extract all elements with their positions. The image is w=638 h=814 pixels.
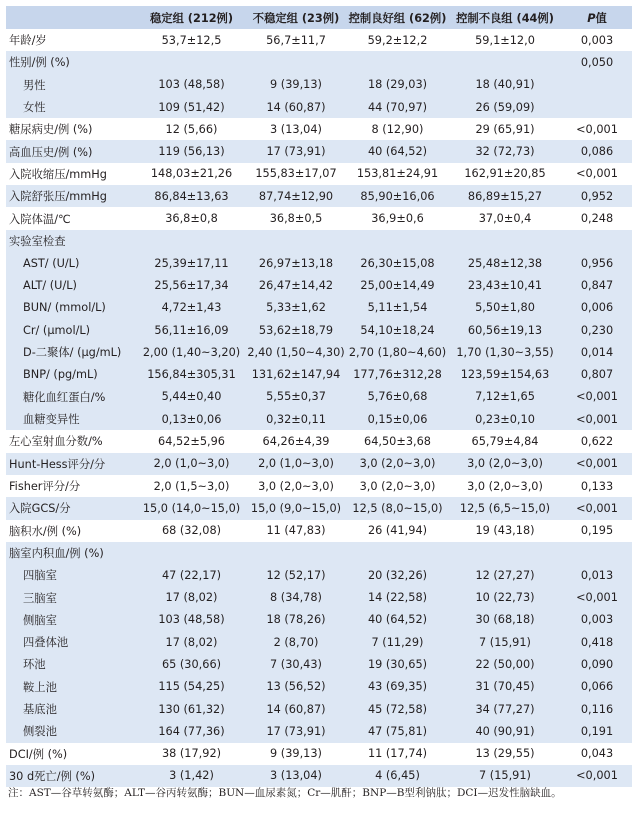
- cell-unstable: 26,47±14,42: [258, 278, 334, 292]
- cell-well-controlled: 11 (17,74): [367, 747, 428, 761]
- row-label: 入院舒张压/mmHg: [9, 190, 107, 204]
- cell-stable: 115 (54,25): [158, 680, 225, 694]
- cell-poorly-controlled: 7,12±1,65: [475, 390, 535, 404]
- cell-p-value: <0,001: [576, 390, 618, 404]
- cell-p-value: <0,001: [576, 501, 618, 515]
- cell-stable: 12 (5,66): [165, 122, 218, 136]
- cell-p-value: 0,195: [580, 524, 614, 538]
- cell-unstable: 53,62±18,79: [258, 323, 334, 337]
- cell-poorly-controlled: 162,91±20,85: [464, 167, 546, 181]
- table-row: [6, 140, 632, 162]
- cell-well-controlled: 0,15±0,06: [367, 412, 428, 426]
- cell-poorly-controlled: 7 (15,91): [479, 635, 531, 649]
- table-row: [6, 319, 632, 341]
- cell-unstable: 36,8±0,5: [269, 212, 323, 226]
- table-row: [6, 453, 632, 475]
- table-row: [6, 96, 632, 118]
- cell-unstable: 155,83±17,07: [255, 167, 337, 181]
- cell-p-value: 0,191: [580, 724, 614, 738]
- cell-p-value: <0,001: [576, 412, 618, 426]
- cell-p-value: 0,622: [580, 434, 614, 448]
- cell-p-value: 0,133: [580, 479, 614, 493]
- cell-stable: 2,0 (1,0~3,0): [153, 457, 230, 471]
- cell-unstable: 9 (39,13): [270, 78, 322, 92]
- cell-well-controlled: 177,76±312,28: [353, 368, 442, 382]
- cell-poorly-controlled: 60,56±19,13: [467, 323, 543, 337]
- row-label: 30 d死亡/例 (%): [9, 769, 95, 783]
- cell-poorly-controlled: 23,43±10,41: [467, 278, 543, 292]
- row-label: 实验室检查: [9, 234, 66, 248]
- cell-well-controlled: 5,76±0,68: [367, 390, 428, 404]
- cell-poorly-controlled: 59,1±12,0: [475, 33, 535, 47]
- row-label: 血糖变异性: [23, 413, 80, 427]
- cell-well-controlled: 12,5 (8,0~15,0): [352, 501, 443, 515]
- cell-well-controlled: 7 (11,29): [371, 635, 424, 649]
- table-row: [6, 363, 632, 385]
- cell-p-value: 0,230: [580, 323, 614, 337]
- cell-p-value: 0,050: [580, 55, 614, 69]
- cell-p-value: 0,418: [580, 635, 614, 649]
- row-label: DCI/例 (%): [9, 747, 68, 761]
- cell-poorly-controlled: 29 (65,91): [475, 122, 535, 136]
- cell-p-value: 0,248: [580, 212, 614, 226]
- cell-stable: 119 (56,13): [158, 145, 225, 159]
- row-label: 男性: [23, 78, 46, 92]
- cell-well-controlled: 40 (64,52): [367, 613, 428, 627]
- row-label: 年龄/岁: [9, 34, 47, 48]
- table-row: [6, 341, 632, 363]
- cell-poorly-controlled: 0,23±0,10: [475, 412, 535, 426]
- row-label: 侧脑室: [23, 613, 57, 627]
- row-label: 高血压史/例 (%): [9, 145, 93, 159]
- table-row: [6, 297, 632, 319]
- table-row: [6, 386, 632, 408]
- cell-stable: 47 (22,17): [161, 568, 222, 582]
- cell-p-value: <0,001: [576, 769, 618, 783]
- cell-well-controlled: 14 (22,58): [367, 591, 428, 605]
- header-cell-stable: 稳定组 (212例): [149, 11, 234, 25]
- cell-well-controlled: 26 (41,94): [367, 524, 428, 538]
- cell-well-controlled: 25,00±14,49: [360, 278, 435, 292]
- table-row: [6, 29, 632, 51]
- cell-stable: 130 (61,32): [158, 702, 225, 716]
- cell-stable: 86,84±13,63: [154, 189, 229, 203]
- cell-stable: 25,56±17,34: [154, 278, 229, 292]
- cell-well-controlled: 44 (70,97): [367, 100, 428, 114]
- cell-poorly-controlled: 3,0 (2,0~3,0): [467, 479, 543, 493]
- row-label: 三脑室: [23, 591, 57, 605]
- row-label: Fisher评分/分: [9, 480, 81, 494]
- cell-stable: 156,84±305,31: [147, 368, 236, 382]
- cell-well-controlled: 47 (75,81): [367, 724, 428, 738]
- cell-poorly-controlled: 1,70 (1,30~3,55): [456, 345, 554, 359]
- table-row: [6, 564, 632, 586]
- cell-stable: 2,00 (1,40~3,20): [142, 345, 241, 359]
- cell-unstable: 3 (13,04): [270, 769, 322, 783]
- table-row: [6, 653, 632, 675]
- row-label: 鞍上池: [23, 680, 57, 694]
- cell-unstable: 9 (39,13): [270, 747, 322, 761]
- table-row: [6, 720, 632, 742]
- cell-poorly-controlled: 10 (22,73): [475, 591, 535, 605]
- cell-stable: 56,11±16,09: [154, 323, 229, 337]
- cell-stable: 64,52±5,96: [158, 434, 225, 448]
- header-cell-poorly-controlled: 控制不良组 (44例): [456, 11, 554, 25]
- cell-p-value: <0,001: [576, 457, 618, 471]
- cell-well-controlled: 19 (30,65): [367, 657, 428, 671]
- row-label: BNP/ (pg/mL): [23, 368, 98, 382]
- cell-stable: 2,0 (1,5~3,0): [153, 479, 230, 493]
- cell-unstable: 8 (34,78): [270, 591, 322, 605]
- row-label: Cr/ (μmol/L): [23, 323, 91, 337]
- cell-unstable: 2 (8,70): [273, 635, 319, 649]
- cell-poorly-controlled: 31 (70,45): [475, 680, 535, 694]
- header-cell-well-controlled: 控制良好组 (62例): [348, 11, 447, 25]
- table-row: [6, 163, 632, 185]
- table-row: [6, 475, 632, 497]
- cell-stable: 164 (77,36): [158, 724, 225, 738]
- cell-poorly-controlled: 25,48±12,38: [467, 256, 543, 270]
- table-row: [6, 408, 632, 430]
- header-cell-unstable: 不稳定组 (23例): [252, 11, 340, 25]
- cell-well-controlled: 4 (6,45): [375, 769, 420, 783]
- cell-poorly-controlled: 86,89±15,27: [467, 189, 543, 203]
- row-label: 左心室射血分数/%: [9, 435, 103, 449]
- table-row: [6, 185, 632, 207]
- cell-stable: 38 (17,92): [161, 747, 222, 761]
- row-label: 四脑室: [23, 569, 57, 583]
- cell-stable: 53,7±12,5: [161, 33, 222, 47]
- table-row: [6, 676, 632, 698]
- cell-unstable: 11 (47,83): [266, 524, 326, 538]
- cell-unstable: 17 (73,91): [266, 145, 326, 159]
- table-body: [6, 29, 632, 787]
- cell-stable: 148,03±21,26: [150, 167, 233, 181]
- cell-unstable: 64,26±4,39: [262, 434, 330, 448]
- cell-poorly-controlled: 26 (59,09): [475, 100, 535, 114]
- cell-well-controlled: 5,11±1,54: [367, 301, 428, 315]
- cell-stable: 109 (51,42): [158, 100, 225, 114]
- cell-stable: 103 (48,58): [158, 613, 225, 627]
- cell-p-value: 0,090: [580, 657, 614, 671]
- table-row: [6, 497, 632, 519]
- row-label: 女性: [23, 101, 46, 115]
- row-label: 脑积水/例 (%): [9, 524, 82, 538]
- cell-unstable: 0,32±0,11: [266, 412, 326, 426]
- table-row: [6, 609, 632, 631]
- table-row: [6, 207, 632, 229]
- cell-well-controlled: 43 (69,35): [367, 680, 428, 694]
- table-row: [6, 698, 632, 720]
- table-row: [6, 430, 632, 452]
- cell-p-value: 0,952: [580, 189, 614, 203]
- cell-well-controlled: 59,2±12,2: [367, 33, 428, 47]
- table-row: [6, 520, 632, 542]
- cell-poorly-controlled: 32 (72,73): [475, 145, 535, 159]
- cell-stable: 17 (8,02): [165, 635, 218, 649]
- cell-unstable: 7 (30,43): [270, 657, 322, 671]
- cell-p-value: 0,006: [580, 301, 614, 315]
- row-label: 基底池: [23, 703, 57, 717]
- cell-unstable: 14 (60,87): [266, 100, 326, 114]
- cell-p-value: 0,066: [580, 680, 614, 694]
- cell-stable: 17 (8,02): [165, 591, 218, 605]
- cell-unstable: 5,33±1,62: [266, 301, 326, 315]
- cell-well-controlled: 26,30±15,08: [360, 256, 435, 270]
- cell-poorly-controlled: 13 (29,55): [475, 747, 535, 761]
- row-label: 入院收缩压/mmHg: [9, 167, 107, 181]
- table-footnote: 注：AST—谷草转氨酶；ALT—谷丙转氨酶；BUN—血尿素氮；Cr—肌酐；BNP—B型利钠肽；DCI—迟发性脑缺血。: [8, 787, 562, 799]
- cell-p-value: 0,003: [580, 613, 614, 627]
- row-label: 脑室内积血/例 (%): [9, 546, 104, 560]
- cell-well-controlled: 64,50±3,68: [364, 434, 431, 448]
- cell-well-controlled: 3,0 (2,0~3,0): [359, 457, 436, 471]
- cell-unstable: 17 (73,91): [266, 724, 326, 738]
- cell-p-value: <0,001: [576, 122, 618, 136]
- table-row: [6, 252, 632, 274]
- row-label: 入院GCS/分: [9, 502, 71, 516]
- cell-unstable: 87,74±12,90: [258, 189, 334, 203]
- cell-stable: 65 (30,66): [161, 657, 222, 671]
- cell-p-value: 0,086: [580, 145, 614, 159]
- cell-p-value: 0,013: [580, 568, 614, 582]
- cell-stable: 103 (48,58): [158, 78, 225, 92]
- cell-unstable: 18 (78,26): [266, 613, 326, 627]
- table-row: [6, 118, 632, 140]
- table-row: [6, 230, 632, 252]
- cell-unstable: 15,0 (9,0~15,0): [250, 501, 342, 515]
- table-row: [6, 631, 632, 653]
- cell-unstable: 56,7±11,7: [266, 33, 326, 47]
- cell-well-controlled: 85,90±16,06: [360, 189, 435, 203]
- cell-p-value: 0,116: [580, 702, 614, 716]
- cell-unstable: 5,55±0,37: [266, 390, 326, 404]
- cell-unstable: 13 (56,52): [266, 680, 326, 694]
- cell-well-controlled: 153,81±24,91: [356, 167, 439, 181]
- cell-well-controlled: 45 (72,58): [367, 702, 428, 716]
- cell-poorly-controlled: 5,50±1,80: [475, 301, 535, 315]
- cell-well-controlled: 3,0 (2,0~3,0): [359, 479, 436, 493]
- table-row: [6, 586, 632, 608]
- cell-poorly-controlled: 3,0 (2,0~3,0): [467, 457, 543, 471]
- cell-poorly-controlled: 40 (90,91): [475, 724, 535, 738]
- cell-stable: 15,0 (14,0~15,0): [142, 501, 241, 515]
- cell-poorly-controlled: 22 (50,00): [475, 657, 535, 671]
- header-cell-p-value: P值: [587, 11, 607, 25]
- cell-well-controlled: 8 (12,90): [371, 122, 424, 136]
- cell-unstable: 131,62±147,94: [251, 368, 341, 382]
- cell-poorly-controlled: 7 (15,91): [479, 769, 531, 783]
- cell-unstable: 12 (52,17): [266, 568, 326, 582]
- table-header-row: [6, 6, 632, 29]
- cell-p-value: <0,001: [576, 591, 618, 605]
- table-row: [6, 743, 632, 765]
- cell-stable: 3 (1,42): [169, 769, 214, 783]
- p-symbol: P: [587, 11, 596, 25]
- cell-well-controlled: 20 (32,26): [367, 568, 428, 582]
- cell-stable: 68 (32,08): [161, 524, 222, 538]
- cell-poorly-controlled: 12,5 (6,5~15,0): [459, 501, 551, 515]
- row-label: Hunt-Hess评分/分: [9, 457, 106, 471]
- cell-well-controlled: 36,9±0,6: [371, 212, 424, 226]
- cell-poorly-controlled: 19 (43,18): [475, 524, 535, 538]
- cell-well-controlled: 18 (29,03): [367, 78, 428, 92]
- cell-unstable: 2,40 (1,50~4,30): [247, 345, 345, 359]
- cell-poorly-controlled: 12 (27,27): [475, 568, 535, 582]
- cell-p-value: 0,807: [580, 368, 614, 382]
- row-label: 糖尿病史/例 (%): [9, 123, 93, 137]
- cell-stable: 0,13±0,06: [161, 412, 222, 426]
- row-label: BUN/ (mmol/L): [23, 301, 106, 315]
- row-label: 入院体温/℃: [9, 212, 71, 226]
- row-label: 四叠体池: [23, 636, 69, 650]
- cell-unstable: 26,97±13,18: [258, 256, 334, 270]
- cell-poorly-controlled: 34 (77,27): [475, 702, 535, 716]
- cell-stable: 4,72±1,43: [161, 301, 222, 315]
- table-row: [6, 51, 632, 73]
- row-label: 环池: [23, 658, 46, 672]
- table-row: [6, 542, 632, 564]
- cell-stable: 36,8±0,8: [165, 212, 218, 226]
- cell-poorly-controlled: 30 (68,18): [475, 613, 535, 627]
- cell-stable: 25,39±17,11: [154, 256, 229, 270]
- cell-poorly-controlled: 37,0±0,4: [478, 212, 532, 226]
- cell-unstable: 3,0 (2,0~3,0): [258, 479, 334, 493]
- row-label: ALT/ (U/L): [23, 278, 77, 292]
- row-label: D-二聚体/ (μg/mL): [23, 346, 122, 360]
- cell-p-value: 0,956: [580, 256, 614, 270]
- row-label: AST/ (U/L): [23, 256, 80, 270]
- cell-stable: 5,44±0,40: [161, 390, 222, 404]
- table-row: [6, 765, 632, 787]
- row-label: 糖化血红蛋白/%: [23, 390, 106, 404]
- cell-poorly-controlled: 65,79±4,84: [471, 434, 539, 448]
- cell-p-value: 0,043: [580, 747, 614, 761]
- table-row: [6, 74, 632, 96]
- cell-well-controlled: 2,70 (1,80~4,60): [348, 345, 447, 359]
- cell-poorly-controlled: 18 (40,91): [475, 78, 535, 92]
- cell-p-value: 0,847: [580, 278, 614, 292]
- cell-p-value: 0,003: [580, 33, 614, 47]
- cell-unstable: 14 (60,87): [266, 702, 326, 716]
- table-row: [6, 274, 632, 296]
- cell-p-value: <0,001: [576, 167, 618, 181]
- cell-unstable: 3 (13,04): [270, 122, 322, 136]
- cell-well-controlled: 54,10±18,24: [360, 323, 435, 337]
- row-label: 性别/例 (%): [9, 56, 70, 70]
- cell-unstable: 2,0 (1,0~3,0): [258, 457, 334, 471]
- cell-p-value: 0,014: [580, 345, 614, 359]
- cell-poorly-controlled: 123,59±154,63: [460, 368, 550, 382]
- data-table: [6, 6, 632, 787]
- cell-well-controlled: 40 (64,52): [367, 145, 428, 159]
- row-label: 侧裂池: [23, 725, 57, 739]
